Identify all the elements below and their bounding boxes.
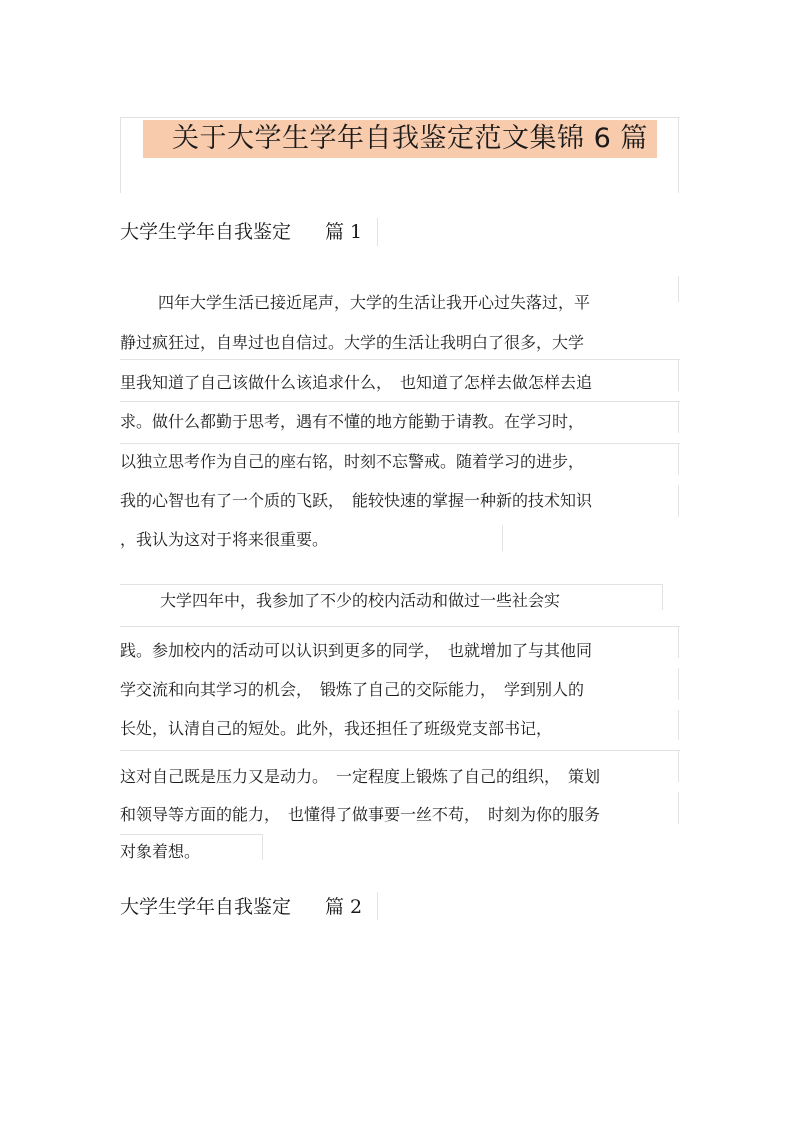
section-heading-text: 大学生学年自我鉴定 bbox=[120, 221, 292, 243]
paragraph-line: 长处，认清自己的短处。此外，我还担任了班级党支部书记， bbox=[120, 719, 553, 738]
paragraph-line: 里我知道了自己该做什么该追求什么， 也知道了怎样去做怎样去追 bbox=[120, 373, 593, 392]
section-heading bbox=[120, 894, 362, 920]
section-heading bbox=[120, 219, 362, 245]
scan-rule bbox=[678, 792, 679, 824]
scan-rule bbox=[678, 710, 679, 740]
paragraph-line: ，我认为这对于将来很重要。 bbox=[120, 530, 329, 549]
scan-rule bbox=[377, 892, 378, 920]
scan-rule bbox=[678, 359, 679, 391]
paragraph-line: 和领导等方面的能力， 也懂得了做事要一丝不苟， 时刻为你的服务 bbox=[120, 805, 601, 824]
scan-rule bbox=[678, 626, 679, 658]
scan-rule bbox=[120, 359, 680, 360]
section-number: 篇 2 bbox=[325, 896, 363, 918]
paragraph-line: 以独立思考作为自己的座右铭，时刻不忘警戒。随着学习的进步， bbox=[120, 452, 585, 471]
document-title: 关于大学生学年自我鉴定范文集锦 6 篇 bbox=[172, 123, 648, 154]
scan-rule bbox=[120, 401, 680, 402]
paragraph-line: 对象着想。 bbox=[120, 842, 201, 861]
paragraph-line: 我的心智也有了一个质的飞跃， 能较快速的掌握一种新的技术知识 bbox=[120, 491, 593, 510]
scan-rule bbox=[120, 834, 262, 835]
scan-rule bbox=[678, 117, 679, 193]
scan-rule bbox=[678, 276, 679, 302]
paragraph-line: 这对自己既是压力又是动力。 一定程度上锻炼了自己的组织， 策划 bbox=[120, 767, 601, 786]
scan-rule bbox=[120, 117, 680, 118]
paragraph-line: 四年大学生活已接近尾声，大学的生活让我开心过失落过，平 bbox=[158, 293, 591, 312]
paragraph-line: 学交流和向其学习的机会， 锻炼了自己的交际能力， 学到别人的 bbox=[120, 680, 585, 699]
scan-rule bbox=[502, 525, 503, 551]
scan-rule bbox=[120, 584, 662, 585]
section-number: 篇 1 bbox=[325, 221, 363, 243]
scan-rule bbox=[678, 485, 679, 517]
section-heading-text: 大学生学年自我鉴定 bbox=[120, 896, 292, 918]
paragraph-line: 静过疯狂过，自卑过也自信过。大学的生活让我明白了很多，大学 bbox=[120, 333, 585, 352]
paragraph-line: 践。参加校内的活动可以认识到更多的同学， 也就增加了与其他同 bbox=[120, 641, 593, 660]
scan-rule bbox=[678, 401, 679, 433]
scan-rule bbox=[120, 117, 121, 193]
paragraph-line: 大学四年中，我参加了不少的校内活动和做过一些社会实 bbox=[160, 591, 561, 610]
scan-rule bbox=[120, 750, 680, 751]
scan-rule bbox=[120, 626, 680, 627]
scan-rule bbox=[678, 668, 679, 700]
scan-rule bbox=[678, 750, 679, 782]
paragraph-line: 求。做什么都勤于思考，遇有不懂的地方能勤于请教。在学习时， bbox=[120, 412, 585, 431]
scan-rule bbox=[662, 584, 663, 610]
scan-rule bbox=[377, 218, 378, 246]
scan-rule bbox=[120, 443, 680, 444]
scan-rule bbox=[678, 443, 679, 475]
scan-rule bbox=[262, 834, 263, 860]
